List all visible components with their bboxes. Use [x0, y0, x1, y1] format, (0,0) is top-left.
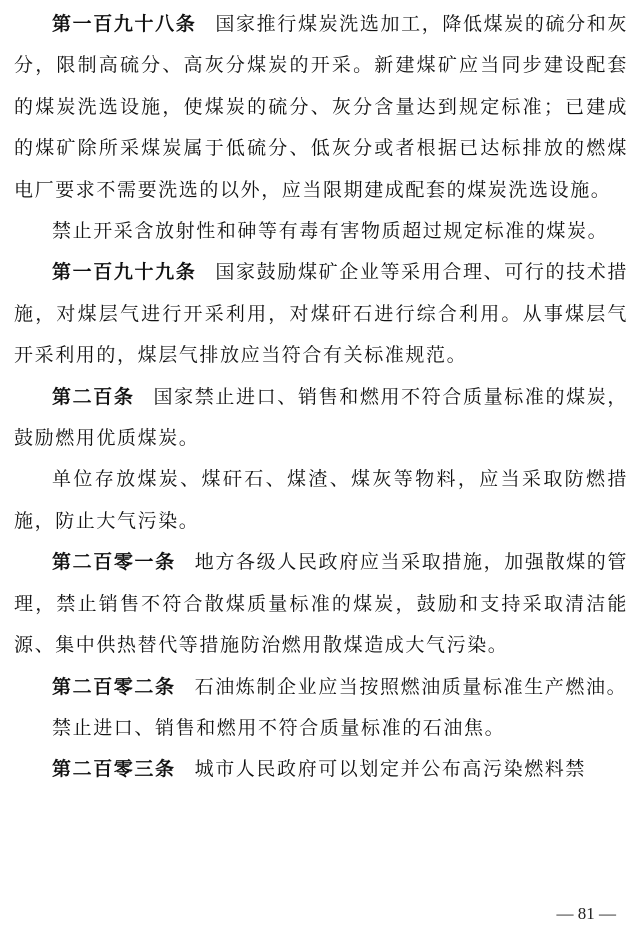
paragraph-article-199 — [14, 252, 628, 376]
paragraph-article-198 — [14, 4, 628, 211]
paragraph-text: 禁止开采含放射性和砷等有毒有害物质超过规定标准的煤炭。 — [52, 220, 609, 243]
paragraph-text: 城市人民政府可以划定并公布高污染燃料禁 — [194, 758, 587, 781]
paragraph-202-clause-2 — [14, 708, 628, 749]
paragraph-text: 禁止进口、销售和燃用不符合质量标准的石油焦。 — [52, 716, 506, 739]
paragraph-text: 国家禁止进口、销售和燃用不符合质量标准的煤炭，鼓励燃用优质煤炭。 — [14, 385, 628, 450]
paragraph-text: 单位存放煤炭、煤矸石、煤渣、煤灰等物料，应当采取防燃措施，防止大气污染。 — [14, 468, 628, 532]
article-heading: 第一百九十九条 — [52, 261, 197, 284]
article-heading: 第二百零三条 — [52, 758, 176, 781]
paragraph-text: 国家推行煤炭洗选加工，降低煤炭的硫分和灰分，限制高硫分、高灰分煤炭的开采。新建煤矿应当同步建设配套的煤炭洗选设施，使煤炭的硫分、灰分含量达到规定标准；已建成的煤矿除所采煤炭属于低硫分、低灰分或者根据已达标排放的燃煤电厂要求不需要洗选的以外，应当限期建成配套的煤炭洗选设施。 — [14, 13, 628, 201]
paragraph-200-clause-2 — [14, 459, 628, 542]
paragraph-text: 国家鼓励煤矿企业等采用合理、可行的技术措施，对煤层气进行开采利用，对煤矸石进行综合利用。从事煤层气开采利用的，煤层气排放应当符合有关标准规范。 — [14, 261, 628, 367]
article-heading: 第二百零二条 — [52, 675, 176, 698]
paragraph-article-201 — [14, 542, 628, 666]
paragraph-198-clause-2 — [14, 211, 628, 252]
page-number: — 81 — — [556, 904, 616, 923]
paragraph-article-200 — [14, 377, 628, 460]
paragraph-article-202 — [14, 667, 628, 708]
article-heading: 第二百零一条 — [52, 551, 176, 574]
article-heading: 第一百九十八条 — [52, 13, 197, 35]
paragraph-text: 地方各级人民政府应当采取措施，加强散煤的管理，禁止销售不符合散煤质量标准的煤炭，鼓励和支持采取清洁能源、集中供热替代等措施防治燃用散煤造成大气污染。 — [14, 551, 628, 657]
paragraph-article-203 — [14, 749, 628, 790]
document-body — [14, 4, 628, 791]
article-heading: 第二百条 — [52, 385, 135, 408]
paragraph-text: 石油炼制企业应当按照燃油质量标准生产燃油。 — [194, 675, 628, 698]
